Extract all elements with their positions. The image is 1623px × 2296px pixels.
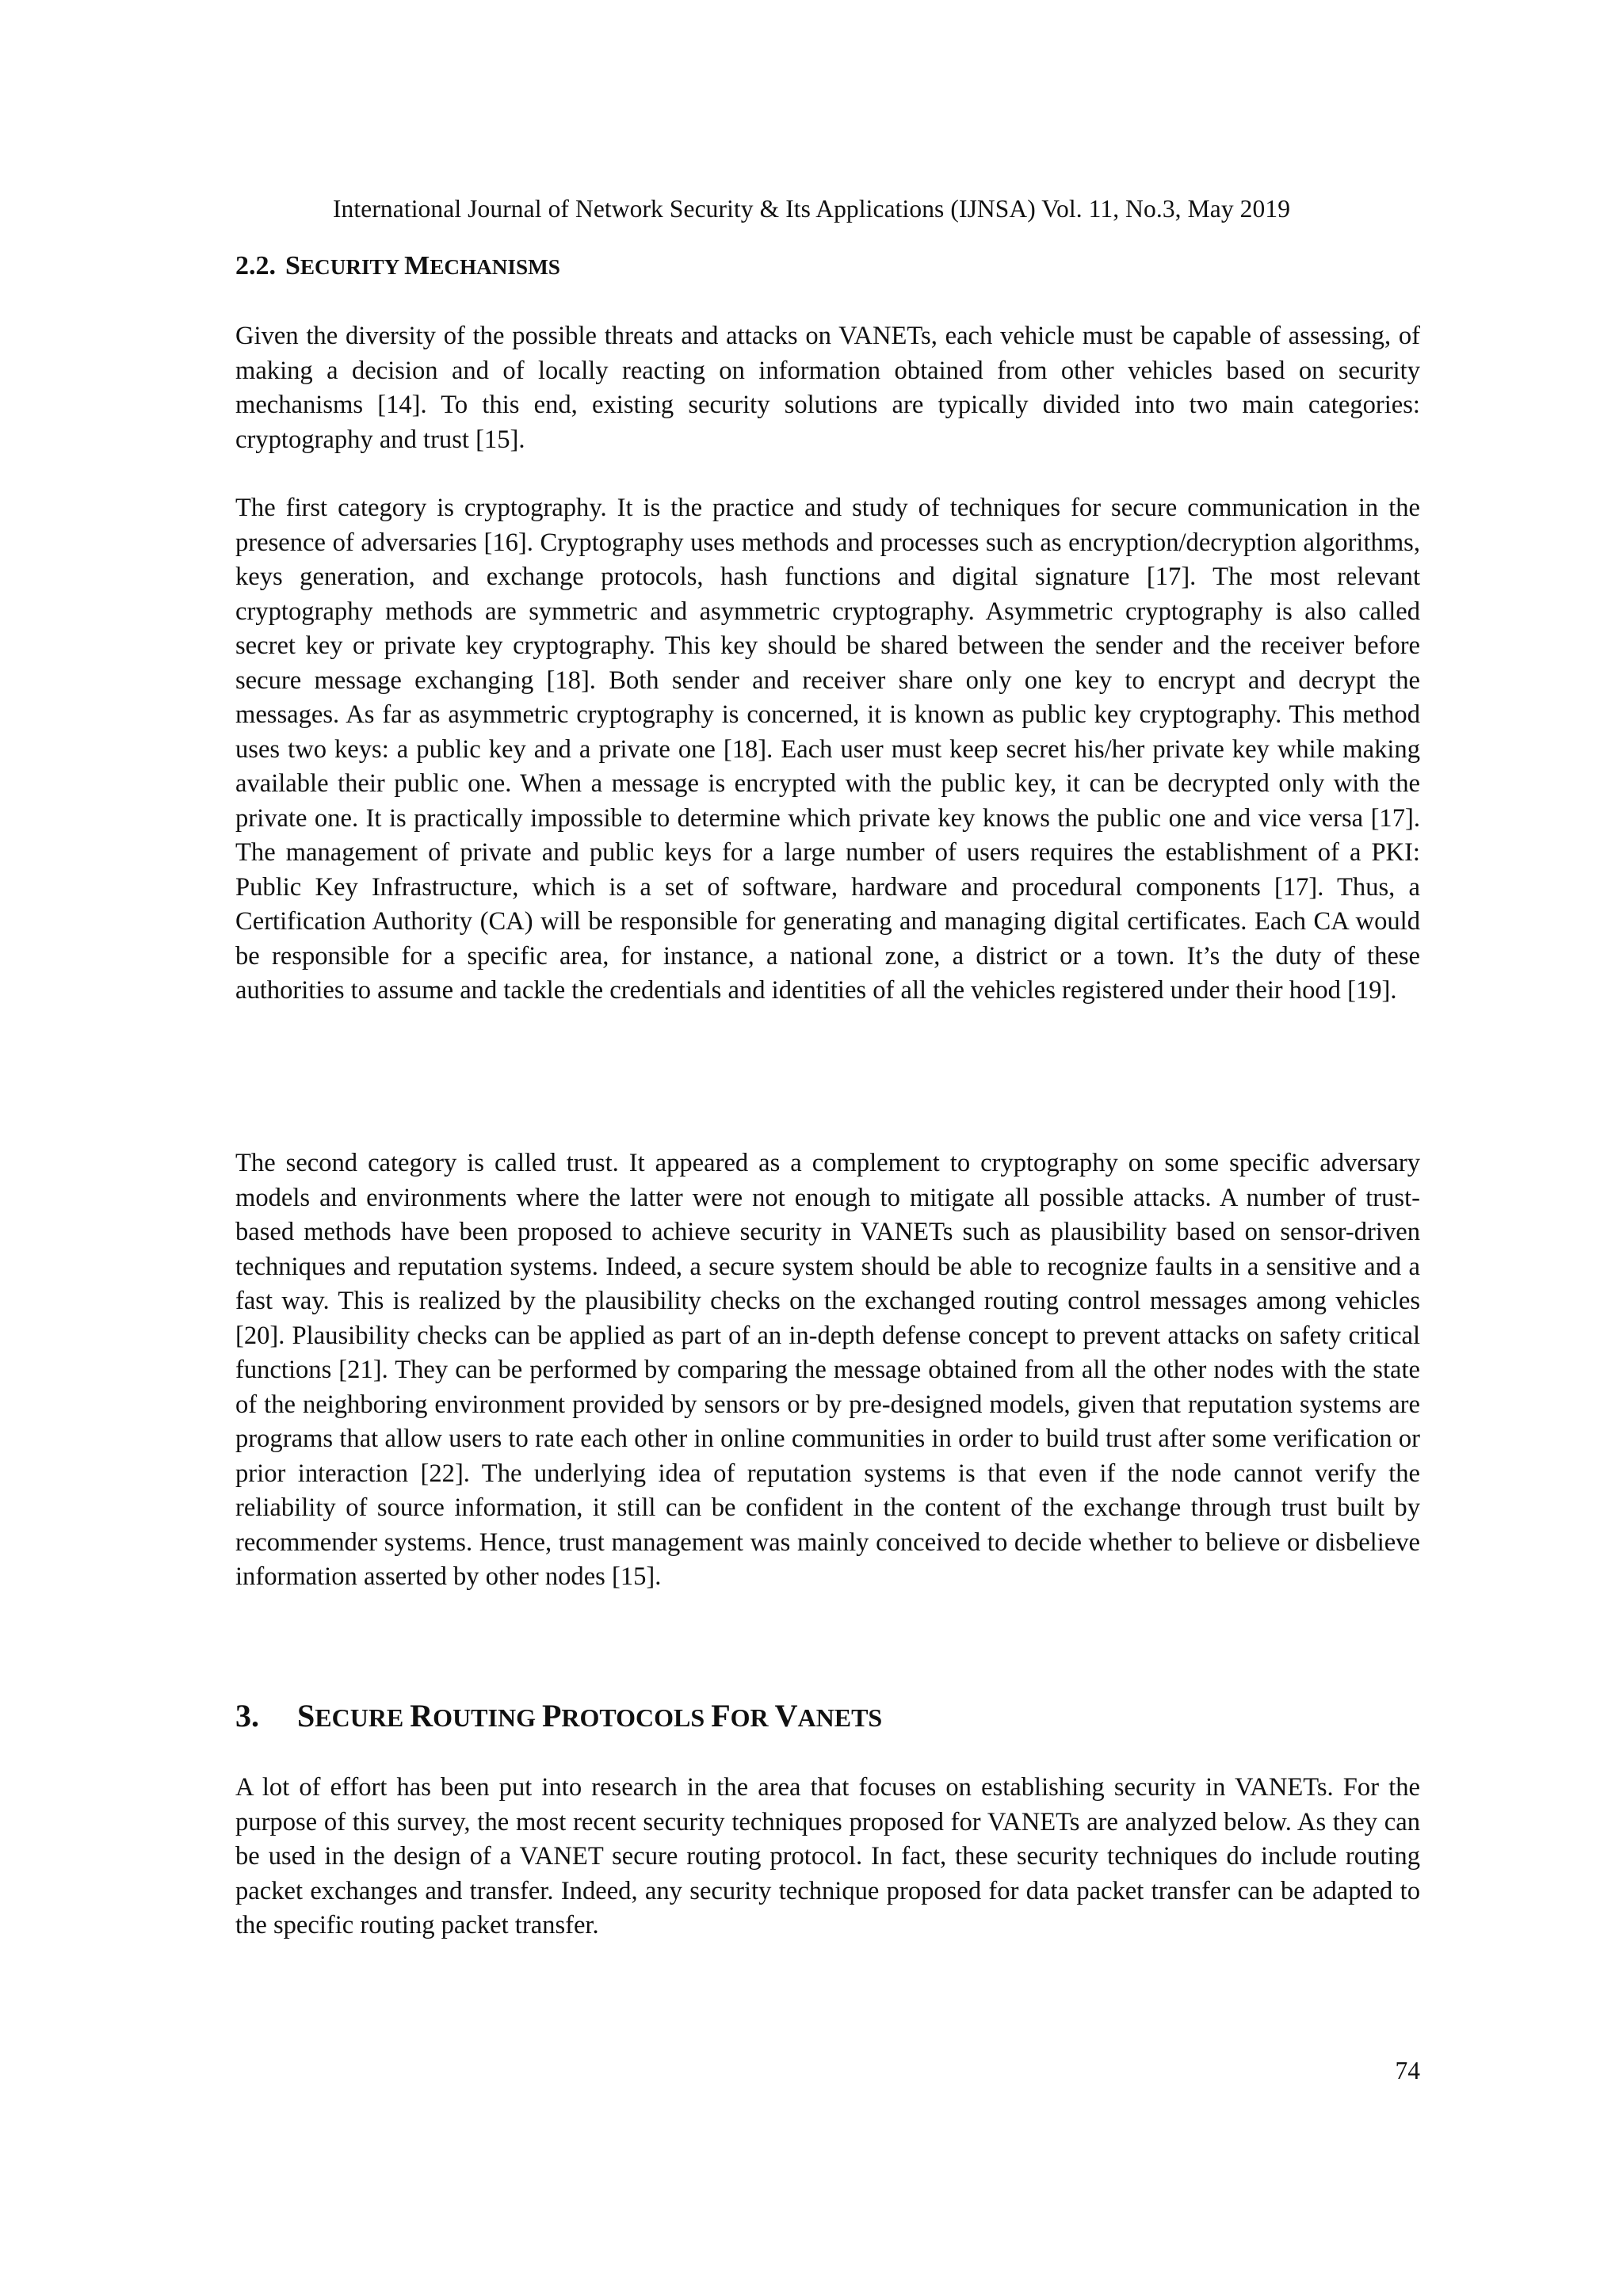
section-number: 3. <box>235 1698 259 1733</box>
section-title-part: F <box>711 1698 731 1733</box>
section-title-part: OR <box>730 1703 775 1732</box>
subsection-title-part: M <box>404 251 430 280</box>
paragraph-trust: The second category is called trust. It appeared as a complement to cryptography on some specific adversary models and environments where the latter were not enough to mitigate all possible attacks. A number of trust-based methods have been proposed to achieve security in VANETs such as plausibility based on sensor-driven techniques and reputation systems. Indeed, a secure system should be able to recognize faults in a sensitive and a fast way. This is realized by the plausibility checks on the exchanged routing control messages among vehicles [20]. Plausibility checks can be applied as part of an in-depth defense concept to prevent attacks on safety critical functions [21]. They can be performed by comparing the message obtained from all the other nodes with the state of the neighboring environment provided by sensors or by pre-designed models, given that reputation systems are programs that allow users to rate each other in online communities in order to build trust after some verification or prior interaction [22]. The underlying idea of reputation systems is that even if the node cannot verify the reliability of source information, it still can be confident in the content of the exchange through trust built by recommender systems. Hence, trust management was mainly conceived to decide whether to believe or disbelieve information asserted by other nodes [15]. <box>235 1149 1420 1591</box>
subsection-number: 2.2. <box>235 251 276 280</box>
section-heading-secure-routing <box>235 1695 882 1738</box>
paragraph-intro: Given the diversity of the possible threats and attacks on VANETs, each vehicle must be capable of assessing, of making a decision and of locally reacting on information obtained from other vehicles based on security mechanisms [14]. To this end, existing security solutions are typically divided into two main categories: cryptography and trust [15]. <box>235 322 1420 454</box>
subsection-title-part: ECHANISMS <box>430 255 560 279</box>
paragraph-cryptography: The first category is cryptography. It is the practice and study of techniques for secure communication in the presence of adversaries [16]. Cryptography uses methods and processes such as encryption/decryption algorithms, keys generation, and exchange protocols, hash functions and digital signature [17]. The most relevant cryptography methods are symmetric and asymmetric cryptography. Asymmetric cryptography is also called secret key or private key cryptography. This key should be shared between the sender and the receiver before secure message exchanging [18]. Both sender and receiver share only one key to encrypt and decrypt the messages. As far as asymmetric cryptography is concerned, it is known as public key cryptography. This method uses two keys: a public key and a private one [18]. Each user must keep secret his/her private key while making available their public one. When a message is encrypted with the public key, it can be decrypted only with the private one. It is practically impossible to determine which private key knows the public one and vice versa [17]. The management of private and public keys for a large number of users requires the establishment of a PKI: Public Key Infrastructure, which is a set of software, hardware and procedural components [17]. Thus, a Certification Authority (CA) will be responsible for generating and managing digital certificates. Each CA would be responsible for a specific area, for instance, a national zone, a district or a town. It’s the duty of these authorities to assume and tackle the credentials and identities of all the vehicles registered under their hood [19]. <box>235 494 1420 1005</box>
section-title-part: ECURE <box>315 1703 411 1732</box>
subsection-heading-security-mechanisms <box>235 249 560 284</box>
section-title-part: R <box>410 1698 433 1733</box>
section-title-part: S <box>297 1698 315 1733</box>
section-title-part: P <box>541 1698 562 1733</box>
section-title-part: OUTING <box>433 1703 542 1732</box>
subsection-title-part: ECURITY <box>300 255 405 279</box>
section-title-part: ROTOCOLS <box>561 1703 712 1732</box>
running-header: International Journal of Network Security & Its Applications (IJNSA) Vol. 11, No.3, May 2019 <box>332 195 1291 223</box>
section-title-part: V <box>774 1698 798 1733</box>
paragraph-routing-intro: A lot of effort has been put into research in the area that focuses on establishing security in VANETs. For the purpose of this survey, the most recent security techniques proposed for VANETs are analyzed below. As they can be used in the design of a VANET secure routing protocol. In fact, these security techniques do include routing packet exchanges and transfer. Indeed, any security technique proposed for data packet transfer can be adapted to the specific routing packet transfer. <box>235 1773 1420 1939</box>
subsection-title-part: S <box>285 251 300 280</box>
section-title-part: ANETS <box>797 1703 883 1732</box>
page-number: 74 <box>1395 2057 1420 2084</box>
